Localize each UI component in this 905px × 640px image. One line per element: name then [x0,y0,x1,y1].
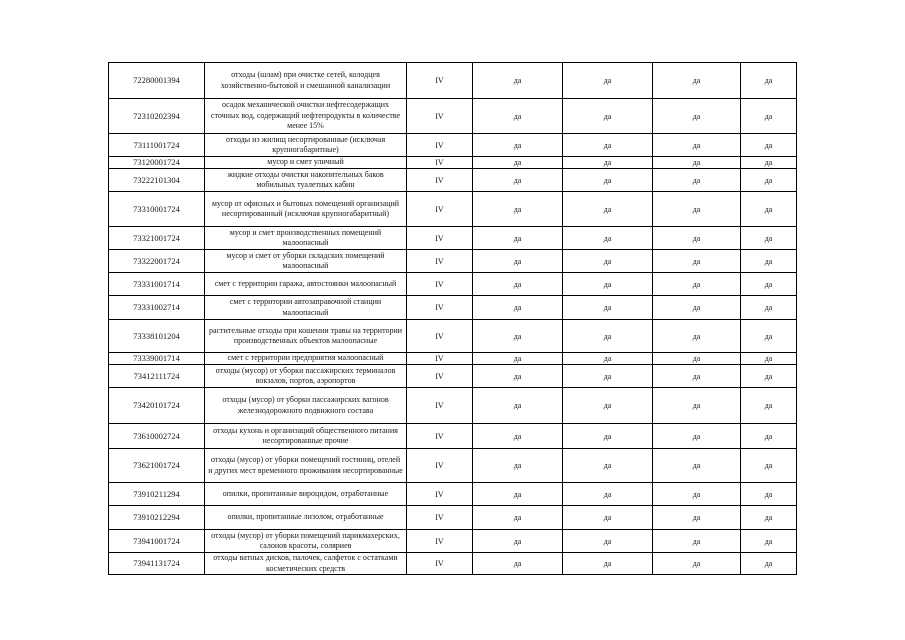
flag-cell-3: да [653,250,741,273]
flag-cell-1: да [473,157,563,169]
flag-cell-4: да [741,192,797,227]
table-row [109,365,797,388]
waste-code: 72310202394 [109,99,205,134]
hazard-class: IV [407,388,473,424]
waste-code: 73310001724 [109,192,205,227]
flag-cell-1: да [473,449,563,483]
waste-code: 73621001724 [109,449,205,483]
flag-cell-2: да [563,273,653,296]
flag-cell-2: да [563,424,653,449]
waste-name: жидкие отходы очистки накопительных баков мобильных туалетных кабин [205,169,407,192]
flag-cell-1: да [473,192,563,227]
flag-cell-1: да [473,365,563,388]
hazard-class: IV [407,134,473,157]
hazard-class: IV [407,192,473,227]
flag-cell-1: да [473,424,563,449]
hazard-class: IV [407,530,473,553]
hazard-class: IV [407,63,473,99]
flag-cell-3: да [653,63,741,99]
flag-cell-3: да [653,553,741,575]
waste-name: осадок механической очистки нефтесодержащих сточных вод, содержащий нефтепродукты в количестве менее 15% [205,99,407,134]
flag-cell-3: да [653,296,741,320]
flag-cell-4: да [741,63,797,99]
hazard-class: IV [407,227,473,250]
flag-cell-3: да [653,192,741,227]
waste-name: растительные отходы при кошении травы на территории производственных объектов малоопасные [205,320,407,353]
waste-code: 73339001714 [109,353,205,365]
waste-name: мусор и смет уличный [205,157,407,169]
waste-name: смет с территории гаража, автостоянки малоопасный [205,273,407,296]
flag-cell-3: да [653,449,741,483]
waste-name: отходы (мусор) от уборки помещений гостиниц, отелей и других мест временного проживания несортированные [205,449,407,483]
table-row [109,388,797,424]
flag-cell-3: да [653,227,741,250]
flag-cell-3: да [653,273,741,296]
waste-name: мусор и смет производственных помещений малоопасный [205,227,407,250]
flag-cell-4: да [741,250,797,273]
flag-cell-2: да [563,320,653,353]
waste-code: 73331001714 [109,273,205,296]
flag-cell-3: да [653,483,741,506]
flag-cell-2: да [563,483,653,506]
waste-name: отходы (мусор) от уборки пассажирских вагонов железнодорожного подвижного состава [205,388,407,424]
waste-code: 73331002714 [109,296,205,320]
flag-cell-3: да [653,134,741,157]
flag-cell-2: да [563,227,653,250]
flag-cell-4: да [741,296,797,320]
table-row [109,449,797,483]
flag-cell-3: да [653,99,741,134]
waste-code: 73610002724 [109,424,205,449]
flag-cell-3: да [653,169,741,192]
hazard-class: IV [407,273,473,296]
flag-cell-2: да [563,192,653,227]
waste-code: 72280001394 [109,63,205,99]
flag-cell-3: да [653,365,741,388]
flag-cell-2: да [563,553,653,575]
table-row [109,192,797,227]
flag-cell-1: да [473,250,563,273]
hazard-class: IV [407,449,473,483]
table-row [109,506,797,530]
table-row [109,63,797,99]
flag-cell-1: да [473,506,563,530]
hazard-class: IV [407,250,473,273]
hazard-class: IV [407,99,473,134]
flag-cell-4: да [741,365,797,388]
flag-cell-3: да [653,353,741,365]
waste-code: 73910212294 [109,506,205,530]
hazard-class: IV [407,296,473,320]
hazard-class: IV [407,365,473,388]
waste-code: 73322001724 [109,250,205,273]
flag-cell-3: да [653,530,741,553]
flag-cell-1: да [473,227,563,250]
flag-cell-3: да [653,388,741,424]
flag-cell-4: да [741,169,797,192]
table-row [109,353,797,365]
waste-name: смет с территории предприятия малоопасный [205,353,407,365]
waste-code: 73120001724 [109,157,205,169]
flag-cell-4: да [741,320,797,353]
table-row [109,483,797,506]
table-row [109,530,797,553]
waste-name: отходы из жилищ несортированные (исключая крупногабаритные) [205,134,407,157]
flag-cell-1: да [473,273,563,296]
flag-cell-3: да [653,506,741,530]
waste-name: мусор от офисных и бытовых помещений организаций несортированный (исключая крупногабаритный) [205,192,407,227]
waste-name: отходы (мусор) от уборки помещений парикмахерских, салонов красоты, соляриев [205,530,407,553]
waste-code: 73412111724 [109,365,205,388]
waste-name: мусор и смет от уборки складских помещений малоопасный [205,250,407,273]
flag-cell-1: да [473,134,563,157]
flag-cell-4: да [741,227,797,250]
table-row [109,250,797,273]
waste-name: отходы кухонь и организаций общественного питания несортированные прочие [205,424,407,449]
flag-cell-1: да [473,388,563,424]
flag-cell-2: да [563,449,653,483]
waste-name: смет с территории автозаправочной станции малоопасный [205,296,407,320]
table-row [109,169,797,192]
hazard-class: IV [407,157,473,169]
waste-code: 73941131724 [109,553,205,575]
flag-cell-2: да [563,353,653,365]
flag-cell-4: да [741,273,797,296]
flag-cell-4: да [741,157,797,169]
hazard-class: IV [407,553,473,575]
waste-name: отходы ватных дисков, палочек, салфеток с остатками косметических средств [205,553,407,575]
table-row [109,273,797,296]
table-row [109,424,797,449]
flag-cell-4: да [741,530,797,553]
flag-cell-4: да [741,99,797,134]
waste-table [108,62,797,575]
table-row [109,99,797,134]
table-row [109,553,797,575]
waste-code: 73338101204 [109,320,205,353]
flag-cell-1: да [473,353,563,365]
flag-cell-4: да [741,553,797,575]
flag-cell-2: да [563,530,653,553]
waste-code: 73910211294 [109,483,205,506]
flag-cell-4: да [741,134,797,157]
waste-code: 73420101724 [109,388,205,424]
hazard-class: IV [407,483,473,506]
flag-cell-2: да [563,63,653,99]
table-row [109,157,797,169]
waste-name: опилки, пропитанные вироцидом, отработанные [205,483,407,506]
flag-cell-3: да [653,424,741,449]
flag-cell-1: да [473,320,563,353]
flag-cell-4: да [741,353,797,365]
hazard-class: IV [407,506,473,530]
flag-cell-4: да [741,388,797,424]
flag-cell-1: да [473,530,563,553]
flag-cell-2: да [563,250,653,273]
hazard-class: IV [407,320,473,353]
waste-code: 73321001724 [109,227,205,250]
table-row [109,296,797,320]
flag-cell-3: да [653,157,741,169]
table-row [109,134,797,157]
flag-cell-2: да [563,99,653,134]
waste-name: опилки, пропитанные лизолом, отработанные [205,506,407,530]
waste-code: 73941001724 [109,530,205,553]
waste-table-body [109,63,797,575]
waste-name: отходы (мусор) от уборки пассажирских терминалов вокзалов, портов, аэропортов [205,365,407,388]
flag-cell-1: да [473,63,563,99]
flag-cell-4: да [741,449,797,483]
flag-cell-2: да [563,169,653,192]
flag-cell-1: да [473,169,563,192]
flag-cell-1: да [473,553,563,575]
waste-name: отходы (шлам) при очистке сетей, колодцев хозяйственно-бытовой и смешанной канализации [205,63,407,99]
waste-code: 73111001724 [109,134,205,157]
hazard-class: IV [407,169,473,192]
flag-cell-2: да [563,296,653,320]
flag-cell-2: да [563,388,653,424]
flag-cell-1: да [473,483,563,506]
table-row [109,227,797,250]
flag-cell-2: да [563,157,653,169]
table-row [109,320,797,353]
flag-cell-2: да [563,134,653,157]
flag-cell-3: да [653,320,741,353]
flag-cell-1: да [473,99,563,134]
flag-cell-2: да [563,506,653,530]
flag-cell-4: да [741,506,797,530]
hazard-class: IV [407,424,473,449]
hazard-class: IV [407,353,473,365]
flag-cell-1: да [473,296,563,320]
flag-cell-4: да [741,424,797,449]
waste-code: 73222101304 [109,169,205,192]
flag-cell-4: да [741,483,797,506]
flag-cell-2: да [563,365,653,388]
